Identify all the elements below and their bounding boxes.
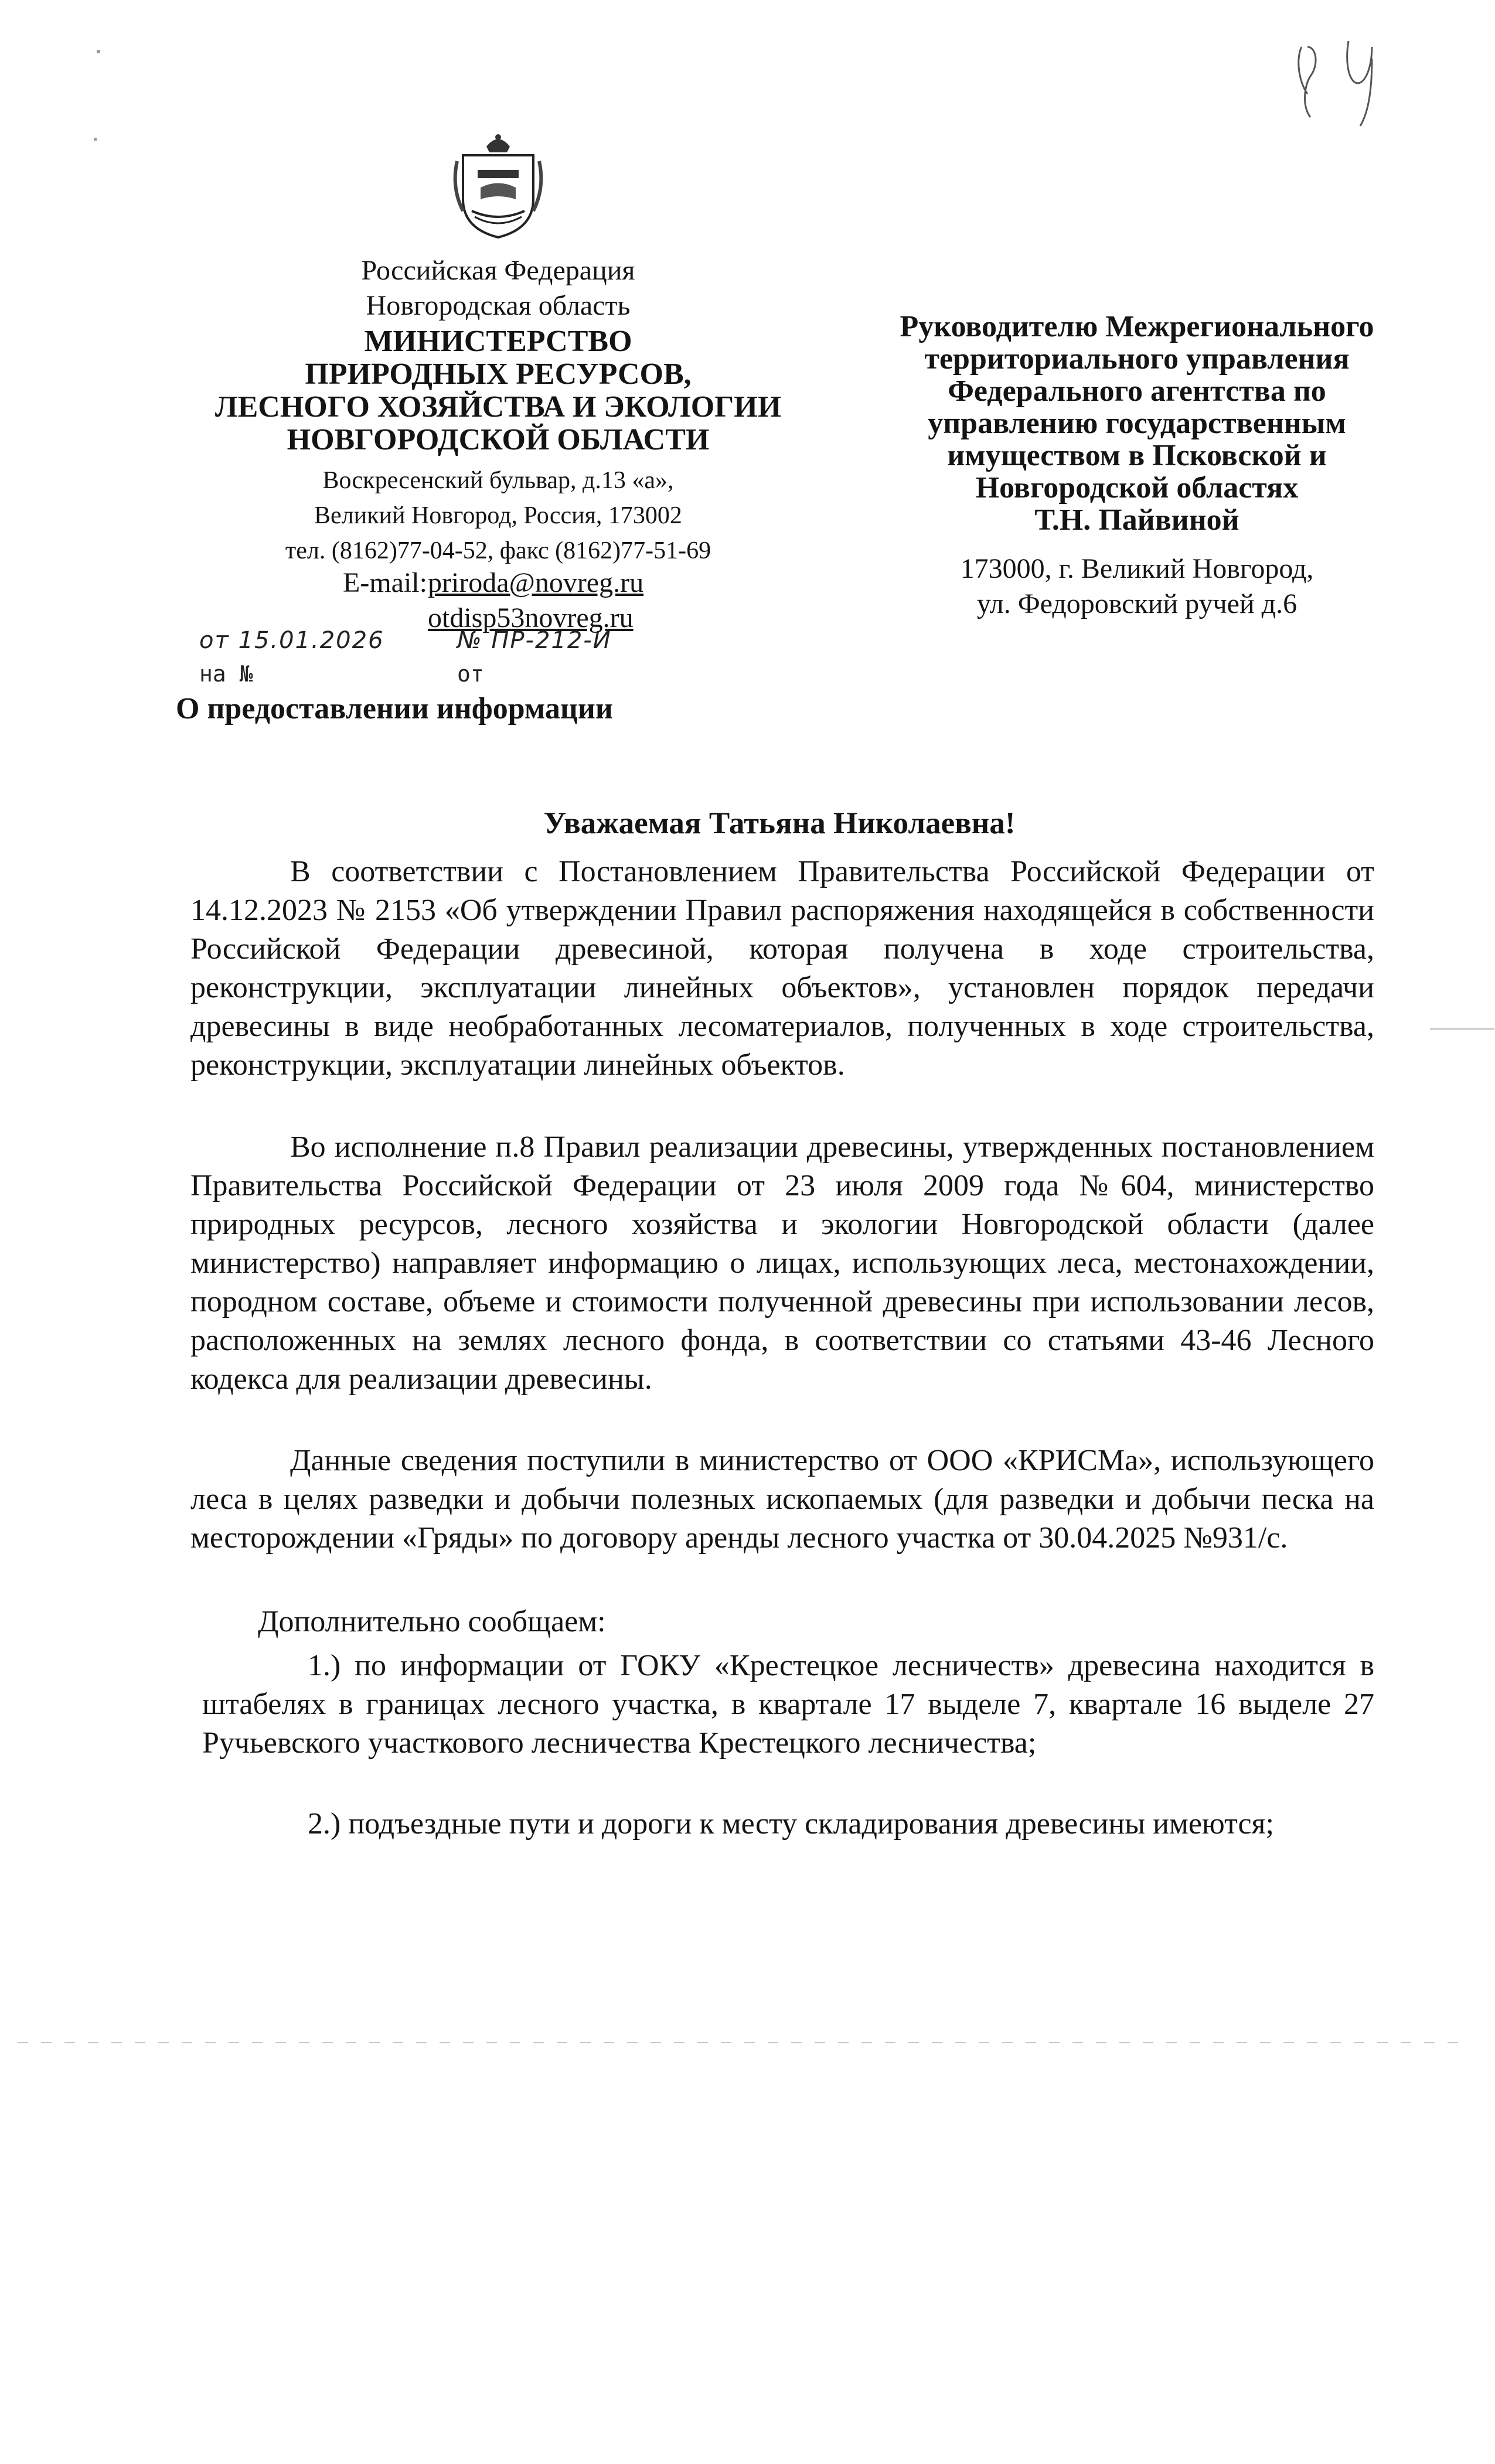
letterhead-region: Новгородская область — [366, 290, 631, 321]
letter-subject: О предоставлении информации — [176, 692, 613, 725]
scan-speck — [97, 50, 100, 53]
outgoing-date-handwritten: от 15.01.2026 — [199, 627, 384, 654]
ref-label-na: на № — [199, 661, 253, 687]
letterhead-address-1: Воскресенский бульвар, д.13 «а», — [322, 467, 674, 494]
coat-of-arms-icon — [451, 129, 545, 240]
list-item-1: 1.) по информации от ГОКУ «Крестецкое лесничеств» древесина находится в штабелях в границах лесного участка, в квартале 17 выделе 7, квартале 16 выделе 27 Ручьевского участкового лесничества Крестецкого лесничества; — [202, 1649, 1374, 1760]
addressee-line-3: Федерального агентства по — [948, 374, 1326, 408]
body-paragraph-4: Дополнительно сообщаем: — [258, 1605, 606, 1638]
addressee-line-6: Новгородской областях — [975, 471, 1299, 505]
addressee-line-2: территориального управления — [924, 342, 1350, 376]
email-link-1[interactable]: priroda@novreg.ru — [428, 567, 644, 598]
handwritten-mark-icon — [1284, 23, 1401, 129]
addressee-line-1: Руководителю Межрегионального — [900, 310, 1374, 343]
addressee-line-4: управлению государственным — [928, 407, 1346, 440]
scan-dotted-line — [18, 2042, 1471, 2043]
body-paragraph-3: Данные сведения поступили в министерство от ООО «КРИСМа», использующего леса в целях разведки и добычи полезных ископаемых (для разведки и добычи песка на месторождении «Гряды» по договору аренды лесного участка от 30.04.2025 №931/с. — [190, 1444, 1374, 1555]
greeting: Уважаемая Татьяна Николаевна! — [543, 806, 1016, 840]
ministry-name-line-4: НОВГОРОДСКОЙ ОБЛАСТИ — [287, 423, 710, 456]
letterhead-phone: тел. (8162)77-04-52, факс (8162)77-51-69 — [285, 537, 711, 564]
addressee-postal-2: ул. Федоровский ручей д.6 — [976, 588, 1298, 619]
scan-speck — [94, 138, 97, 141]
outgoing-number-handwritten: № ПР-212-И — [457, 627, 612, 654]
letterhead-country: Российская Федерация — [361, 255, 635, 286]
letterhead-address-2: Великий Новгород, Россия, 173002 — [314, 502, 682, 529]
body-paragraph-1: В соответствии с Постановлением Правительства Российской Федерации от 14.12.2023 № 2153 «Об утверждении Правил распоряжения находящейся в собственности Российской Федерации древесиной, которая получена в ходе строительства, реконструкции, эксплуатации линейных объектов», установлен порядок передачи древесины в виде необработанных лесоматериалов, полученных в ходе строительства, реконструкции, эксплуатации линейных объектов. — [190, 855, 1374, 1082]
scan-speck — [1430, 1028, 1494, 1030]
ministry-name-line-1: МИНИСТЕРСТВО — [364, 325, 632, 358]
email-label: E-mail: — [343, 567, 427, 598]
list-item-2: 2.) подъездные пути и дороги к месту складирования древесины имеются; — [308, 1807, 1274, 1841]
addressee-line-7: Т.Н. Пайвиной — [1034, 503, 1239, 537]
addressee-line-5: имуществом в Псковской и — [947, 439, 1327, 472]
ministry-name-line-2: ПРИРОДНЫХ РЕСУРСОВ, — [305, 357, 692, 391]
ref-label-ot: от — [457, 661, 484, 687]
addressee-postal-1: 173000, г. Великий Новгород, — [960, 553, 1314, 584]
email-link-2[interactable]: otdisp53novreg.ru — [428, 602, 634, 633]
body-paragraph-2: Во исполнение п.8 Правил реализации древесины, утвержденных постановлением Правительства Российской Федерации от 23 июля 2009 года №604, министерство природных ресурсов, лесного хозяйства и экологии Новгородской области (далее министерство) направляет информацию о лицах, использующих леса, местонахождении, породном составе, объеме и стоимости полученной древесины при использовании лесов, расположенных на землях лесного фонда, в соответствии со статьями 43-46 Лесного кодекса для реализации древесины. — [190, 1130, 1374, 1396]
ministry-name-line-3: ЛЕСНОГО ХОЗЯЙСТВА И ЭКОЛОГИИ — [214, 390, 782, 424]
